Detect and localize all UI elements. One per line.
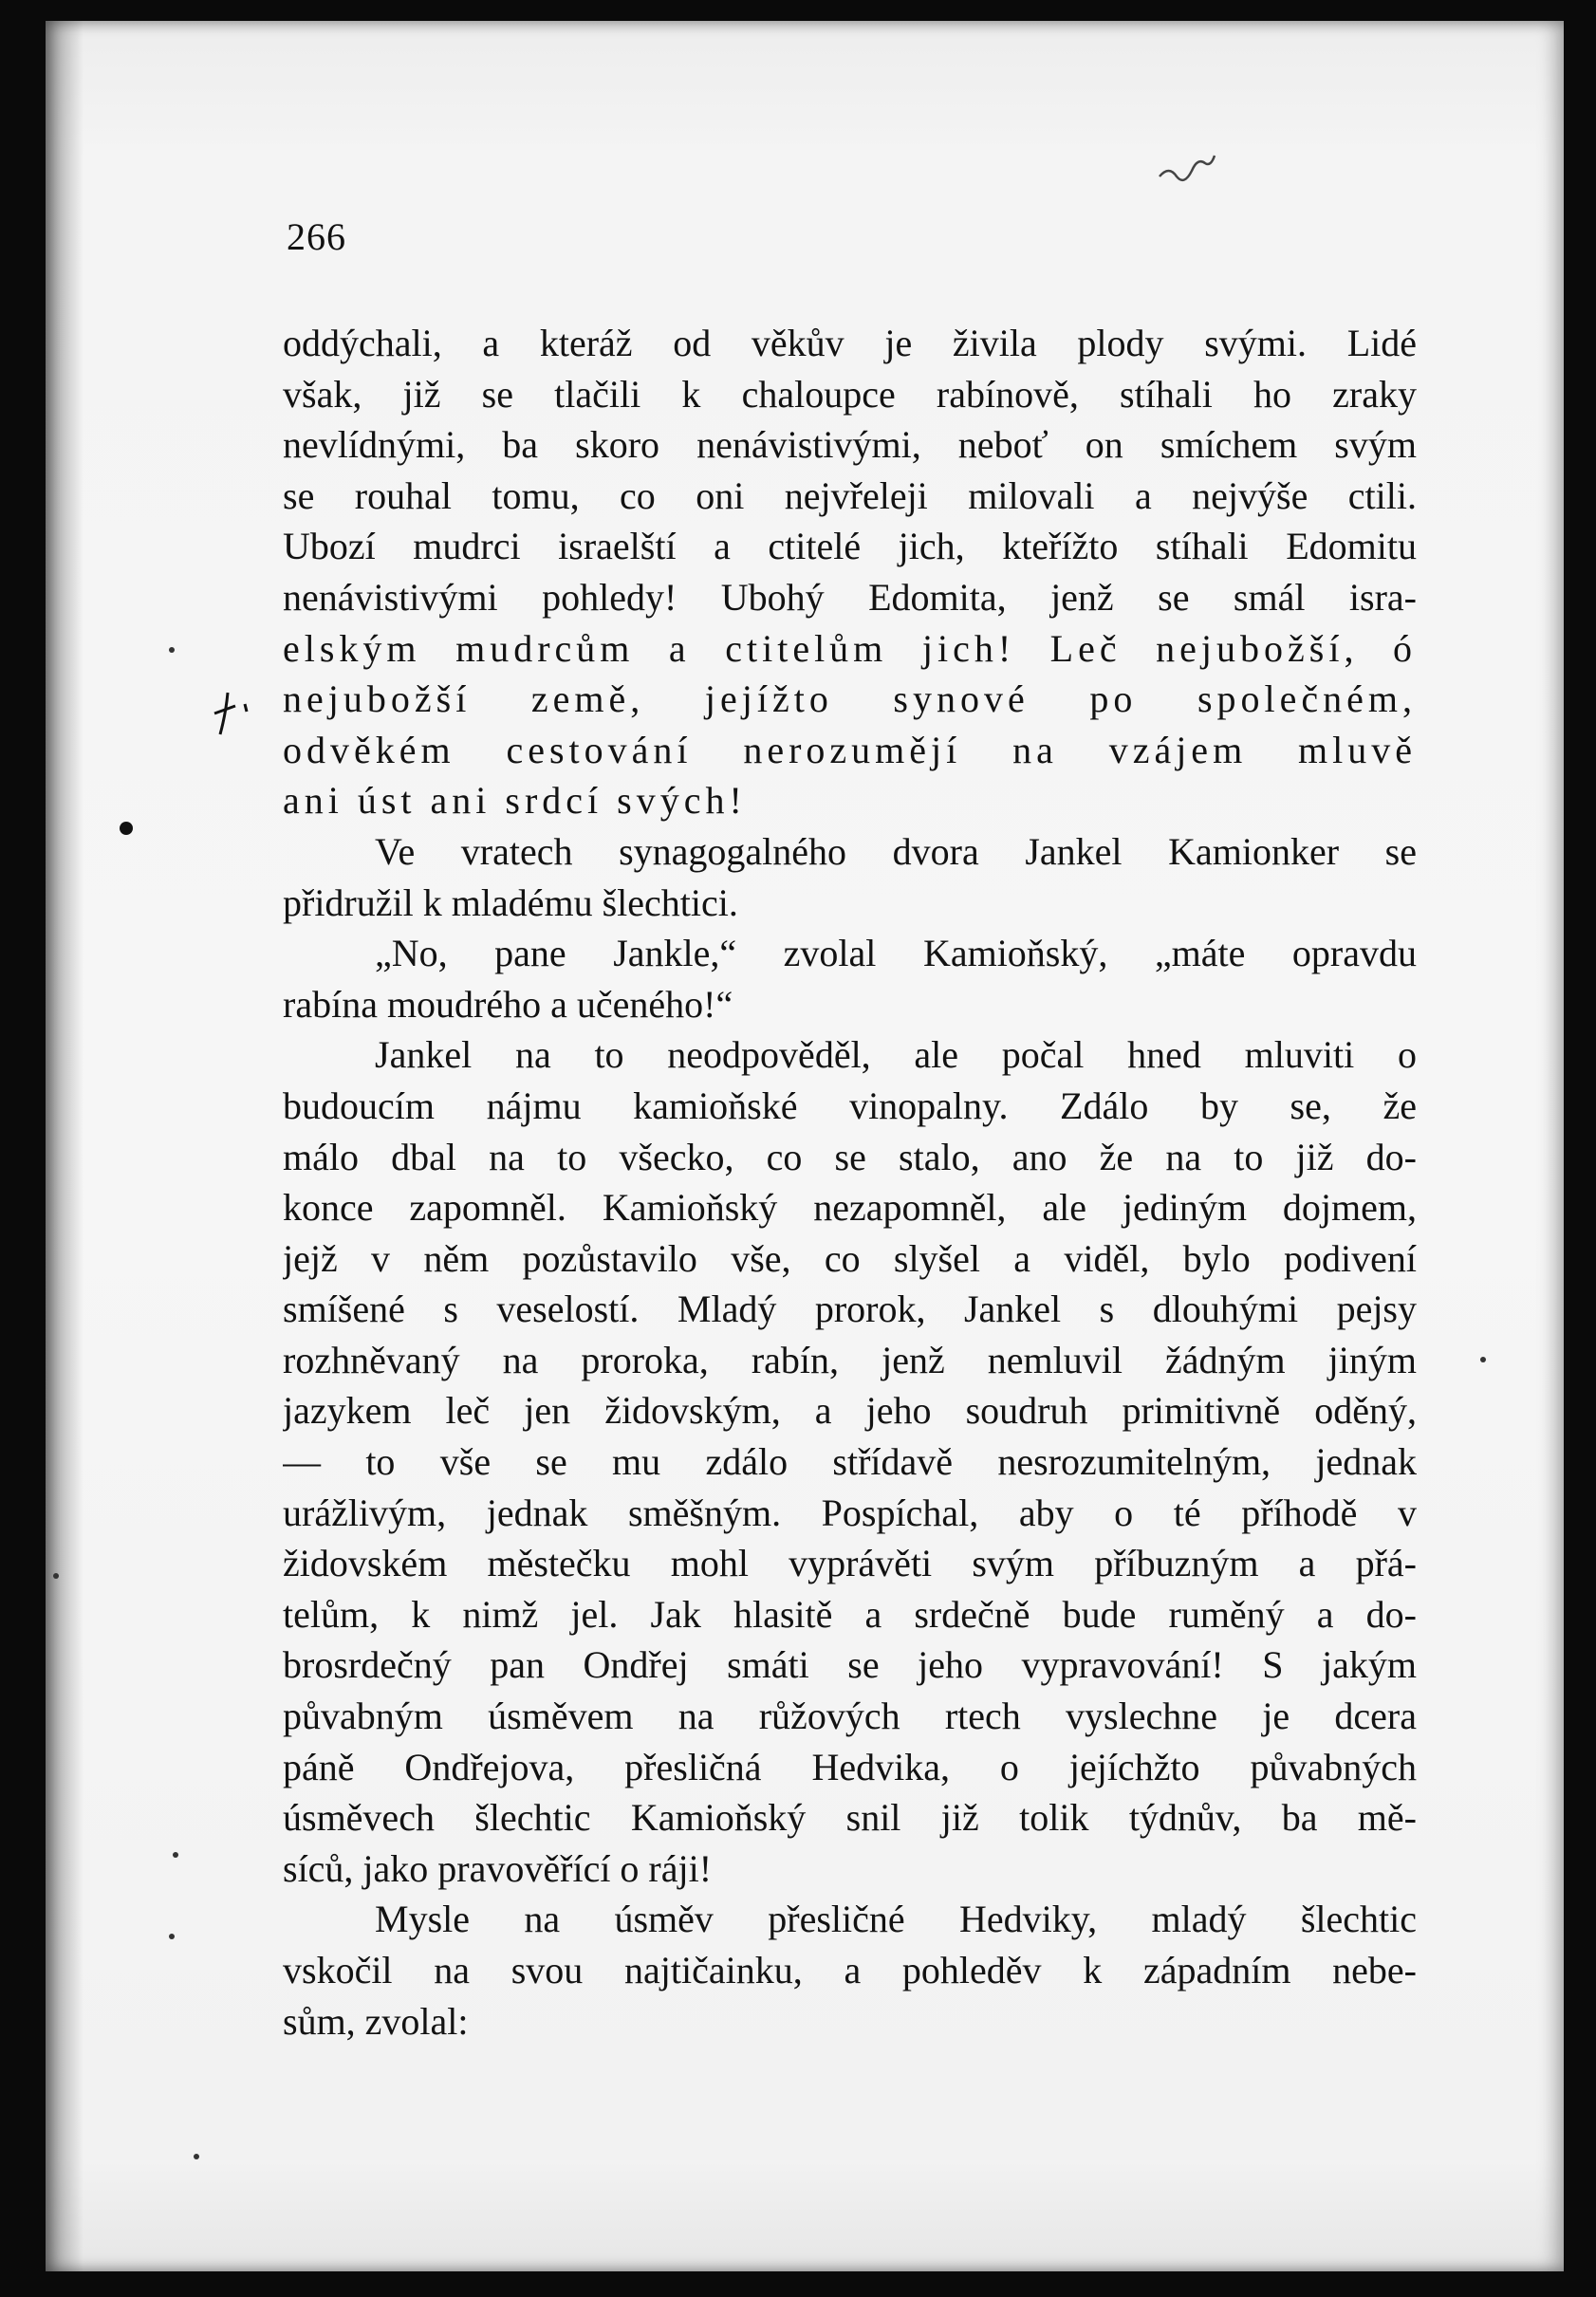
text-line: půvabným úsměvem na růžových rtech vyslechne je dcera [283,1695,1417,1738]
speck [53,1573,59,1579]
speck [169,1934,175,1939]
text-line: nenávistivými pohledy! Ubohý Edomita, jenž se smál isra- [283,575,1417,619]
text-line: úsměvech šlechtic Kamioňský snil již tolik týdnův, ba mě- [283,1796,1417,1840]
text-line: Jankel na to neodpověděl, ale počal hned mluviti o [375,1033,1417,1077]
text-line: rabína moudrého a učeného!“ [283,982,733,1026]
text-line: ani úst ani srdcí svých! [283,779,747,823]
text-line: telům, k nimž jel. Jak hlasitě a srdečně bude ruměný a do- [283,1592,1417,1636]
text-line: nejubožší země, jejížto synové po společném, [283,677,1417,721]
text-line: nevlídnými, ba skoro nenávistivými, neboť on smíchem svým [283,423,1417,467]
text-line: budoucím nájmu kamioňské vinopalny. Zdálo by se, že [283,1084,1417,1127]
text-line: konce zapomněl. Kamioňský nezapomněl, ale jediným dojmem, [283,1186,1417,1230]
text-line: jazykem leč jen židovským, a jeho soudruh primitivně oděný, [283,1389,1417,1433]
plus-annotation-icon [207,685,254,742]
text-line: „No, pane Jankle,“ zvolal Kamioňský, „máte opravdu [375,932,1417,975]
text-line: však, již se tlačili k chaloupce rabínově, stíhali ho zraky [283,372,1417,416]
speck [194,2154,199,2159]
text-line: smíšené s veselostí. Mladý prorok, Jankel s dlouhými pejsy [283,1287,1417,1331]
body-text [283,318,1417,2047]
text-line: rozhněvaný na proroka, rabín, jenž nemluvil žádným jiným [283,1338,1417,1381]
speck [169,647,175,653]
margin-dot [120,822,133,835]
text-line: brosrdečný pan Ondřej smáti se jeho vypravování! S jakým [283,1643,1417,1687]
text-line: sům, zvolal: [283,1999,469,2043]
text-line: židovském městečku mohl vyprávěti svým příbuzným a přá- [283,1542,1417,1585]
text-line: odvěkém cestování nerozumějí na vzájem mluvě [283,728,1417,771]
text-line: páně Ondřejova, přesličná Hedvika, o jejíchžto půvabných [283,1745,1417,1788]
text-line: málo dbal na to všecko, co se stalo, ano že na to již do- [283,1135,1417,1178]
pencil-mark-icon [1156,148,1222,190]
text-line: Mysle na úsměv přesličné Hedviky, mladý šlechtic [375,1898,1417,1941]
text-line: Ubozí mudrci israelští a ctitelé jich, kteřížto stíhali Edomitu [283,525,1417,568]
text-line: — to vše se mu zdálo střídavě nesrozumitelným, jednak [283,1440,1417,1484]
text-line: urážlivým, jednak směšným. Pospíchal, aby o té příhodě v [283,1491,1417,1534]
margin-annotation [207,685,254,742]
spine-shadow [46,21,84,2271]
text-line: oddýchali, a kteráž od věkův je živila plody svými. Lidé [283,322,1417,364]
text-line: přidružil k mladému šlechtici. [283,880,738,924]
speck [1480,1357,1486,1362]
text-line: síců, jako pravověřící o ráji! [283,1846,713,1890]
text-line: Ve vratech synagogalného dvora Jankel Kamionker se [375,829,1417,873]
text-line: elským mudrcům a ctitelům jich! Leč nejubožší, ó [283,626,1417,670]
text-line: jejž v něm pozůstavilo vše, co slyšel a viděl, bylo podivení [283,1236,1417,1280]
text-line: se rouhal tomu, co oni nejvřeleji milovali a nejvýše ctili. [283,473,1417,517]
text-line: vskočil na svou najtičainku, a pohleděv k západním nebe- [283,1949,1417,1991]
page-number: 266 [287,215,346,258]
speck [173,1852,178,1858]
